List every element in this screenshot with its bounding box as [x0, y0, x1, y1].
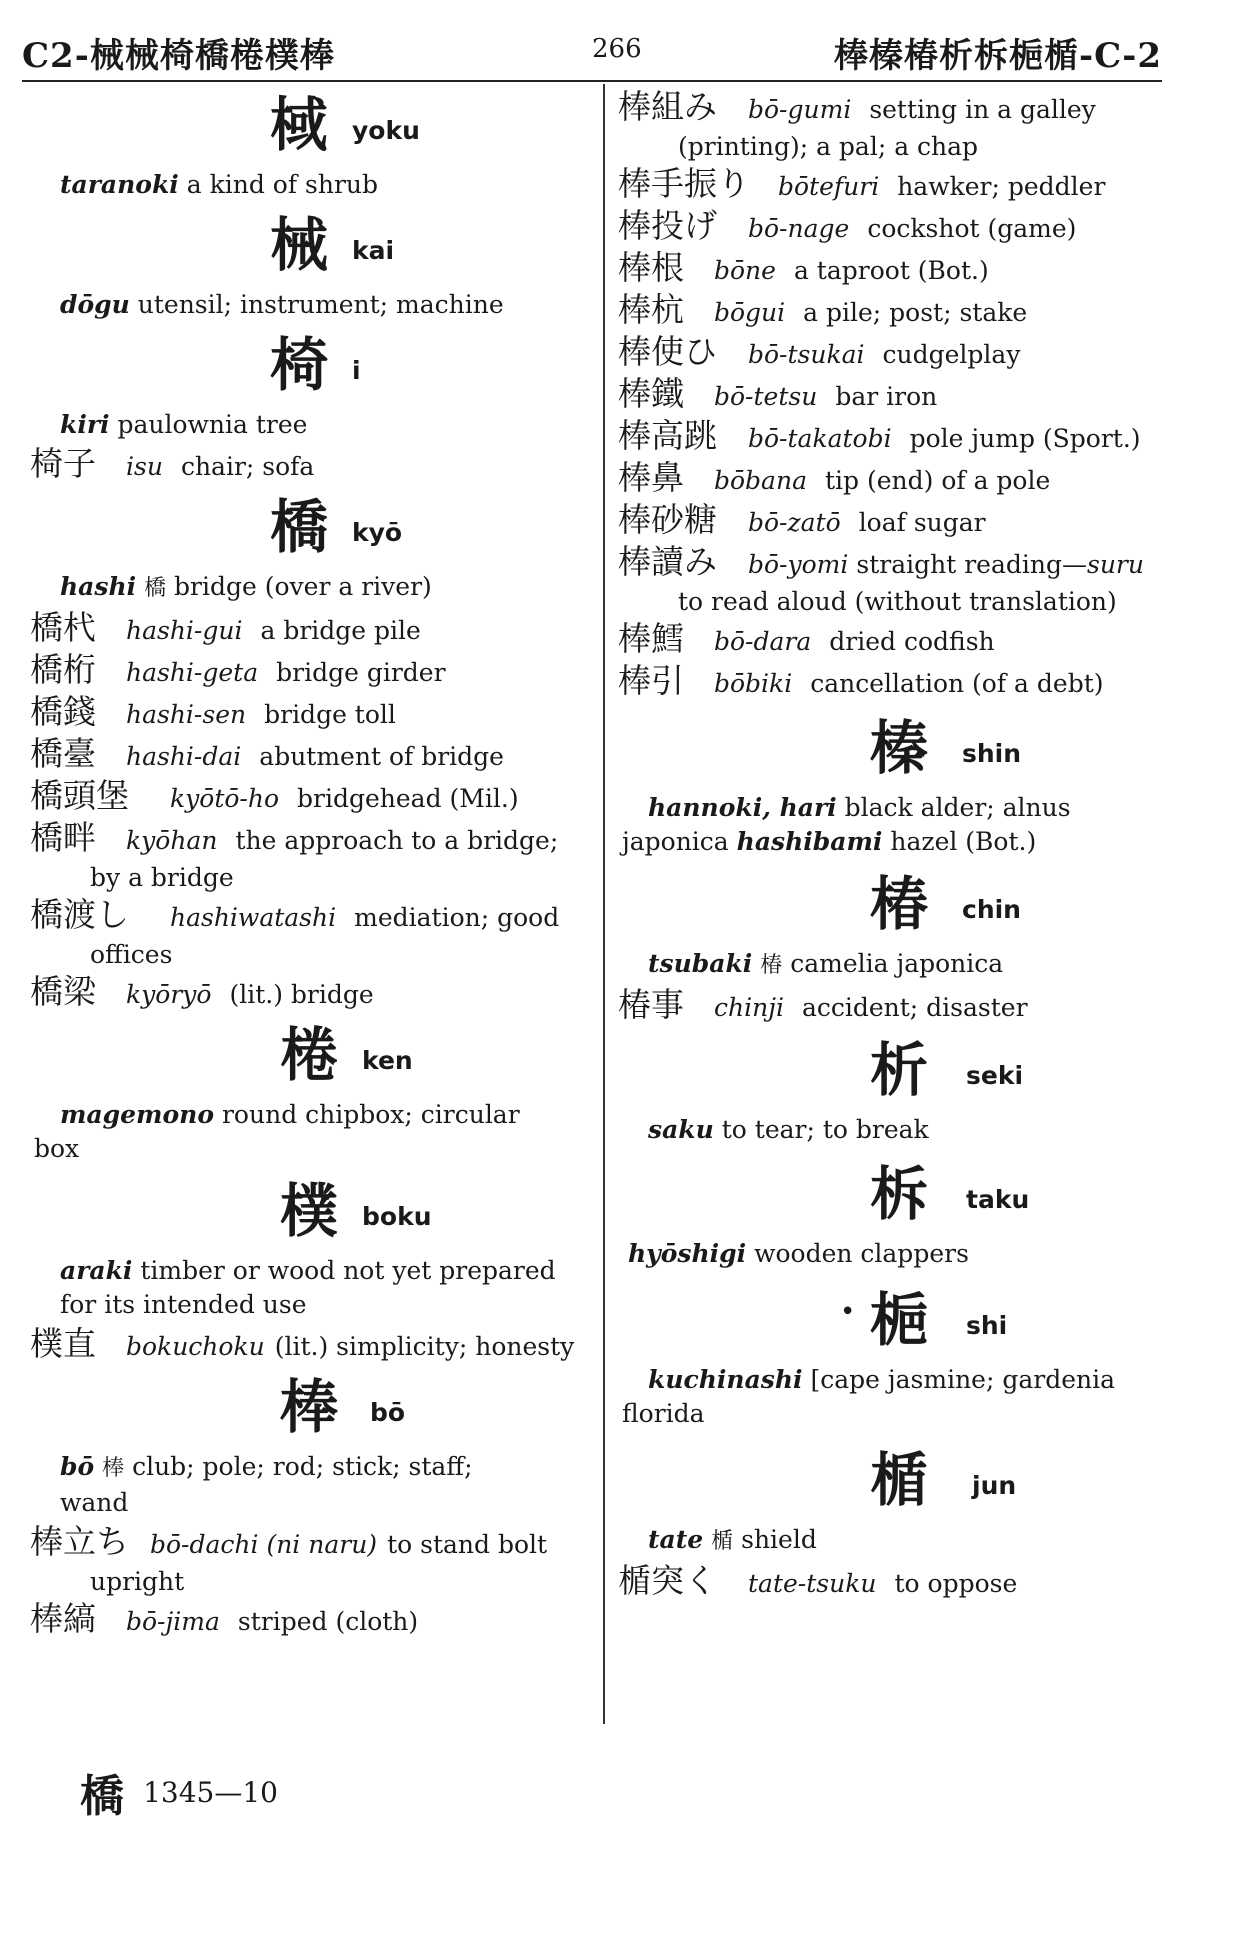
- compound-entry: 棒立ち bō-dachi (ni naru) to stand bolt: [30, 1522, 548, 1561]
- compound-entry: 棒讀み bō-yomi straight reading—suru: [618, 542, 1144, 581]
- headword-taku: [618, 1159, 1178, 1237]
- compound-entry: 棒鱈 bō-dara dried codfish: [618, 619, 995, 658]
- compound-entry: 橋桁 hashi-geta bridge girder: [30, 650, 446, 689]
- compound-entry: 棒鐵 bō-tetsu bar iron: [618, 374, 938, 413]
- headword-reading: seki: [966, 1061, 1024, 1090]
- headword-yoku: [30, 90, 590, 168]
- headword-kanji: 榛: [870, 714, 929, 782]
- header-rule: [22, 80, 1162, 82]
- compound-entry: 椿事 chinji accident; disaster: [618, 985, 1028, 1024]
- headword-reading: taku: [966, 1185, 1030, 1214]
- headword-kanji: 橋: [270, 493, 329, 561]
- definition: hyōshigi wooden clappers: [628, 1239, 969, 1268]
- headword-reading: yoku: [352, 116, 420, 145]
- right-column: [618, 87, 1178, 1606]
- compound-entry: 棒鼻 bōbana tip (end) of a pole: [618, 458, 1051, 497]
- compound-entry: 棒投げ bō-nage cockshot (game): [618, 206, 1077, 245]
- headword-kanji: 棫: [270, 91, 329, 159]
- headword-kanji: 析: [870, 1036, 929, 1104]
- definition: hashi 橋 bridge (over a river): [60, 572, 432, 601]
- entry-continuation: upright: [90, 1567, 185, 1596]
- definition: kiri paulownia tree: [60, 410, 308, 439]
- headword-reading: kyō: [352, 518, 403, 547]
- definition: tate 楯 shield: [648, 1525, 817, 1554]
- headword-reading: shi: [966, 1311, 1008, 1340]
- compound-entry: 棒杭 bōgui a pile; post; stake: [618, 290, 1028, 329]
- footer-code: 1345—10: [143, 1775, 278, 1809]
- headword-reading: bō: [370, 1398, 406, 1427]
- definition: bō 棒 club; pole; rod; stick; staff;: [60, 1452, 473, 1481]
- compound-entry: 棒高跳 bō-takatobi pole jump (Sport.): [618, 416, 1141, 455]
- compound-entry: 棒引 bōbiki cancellation (of a debt): [618, 661, 1104, 700]
- compound-entry: 棒使ひ bō-tsukai cudgelplay: [618, 332, 1021, 371]
- headword-kanji: 械: [270, 211, 329, 279]
- compound-entry: 橋臺 hashi-dai abutment of bridge: [30, 734, 504, 773]
- definition: dōgu utensil; instrument; machine: [60, 290, 504, 319]
- headword-kanji: 棬: [280, 1021, 339, 1089]
- headword-boku: [30, 1176, 590, 1254]
- headword-chin: [618, 869, 1178, 947]
- headword-reading: shin: [962, 739, 1022, 768]
- bullet-mark: •: [840, 1297, 856, 1327]
- page-header: [22, 28, 1162, 80]
- definition: tsubaki 椿 camelia japonica: [648, 949, 1004, 978]
- headword-kanji: 楯: [870, 1446, 929, 1514]
- compound-entry: 棒砂糖 bō-zatō loaf sugar: [618, 500, 986, 539]
- headword-kanji: 柝: [870, 1160, 929, 1228]
- page-footer: [80, 1760, 278, 1824]
- headword-seki: [618, 1035, 1178, 1113]
- definition: hannoki, hari black alder; alnus: [648, 793, 1071, 822]
- column-divider: [603, 84, 605, 1724]
- headword-reading: i: [352, 356, 361, 385]
- headword-reading: ken: [362, 1046, 413, 1075]
- compound-entry: 棒手振り bōtefuri hawker; peddler: [618, 164, 1106, 203]
- definition: kuchinashi [cape jasmine; gardenia: [648, 1365, 1116, 1394]
- headword-bo: [30, 1372, 590, 1450]
- headword-ken: [30, 1020, 590, 1098]
- compound-entry: 橋畔 kyōhan the approach to a bridge;: [30, 818, 559, 857]
- definition-continuation: for its intended use: [60, 1290, 307, 1319]
- compound-entry: 棒根 bōne a taproot (Bot.): [618, 248, 989, 287]
- definition: taranoki a kind of shrub: [60, 170, 379, 199]
- compound-entry: 棒縞 bō-jima striped (cloth): [30, 1599, 419, 1638]
- compound-entry: 橋錢 hashi-sen bridge toll: [30, 692, 396, 731]
- headword-kanji: 椿: [870, 870, 929, 938]
- compound-entry: 橋頭堡 kyōtō-ho bridgehead (Mil.): [30, 776, 519, 815]
- headword-reading: chin: [962, 895, 1021, 924]
- compound-entry: 橋梁 kyōryō (lit.) bridge: [30, 972, 374, 1011]
- headword-jun: [618, 1445, 1178, 1523]
- definition: magemono round chipbox; circular: [60, 1100, 520, 1129]
- headword-reading: jun: [972, 1471, 1017, 1500]
- headword-shin: [618, 713, 1178, 791]
- definition: araki timber or wood not yet prepared: [60, 1256, 556, 1285]
- definition-continuation: box: [34, 1134, 80, 1163]
- header-left-range: C2-械械椅橋棬樸棒: [22, 36, 335, 76]
- footer-kanji: 橋: [80, 1771, 124, 1822]
- headword-kanji: 椅: [270, 331, 329, 399]
- headword-kyo: [30, 492, 590, 570]
- definition-continuation: florida: [622, 1399, 705, 1428]
- headword-reading: boku: [362, 1202, 432, 1231]
- compound-entry: 橋杙 hashi-gui a bridge pile: [30, 608, 421, 647]
- entry-continuation: by a bridge: [90, 863, 234, 892]
- definition-continuation: japonica hashibami hazel (Bot.): [622, 827, 1037, 856]
- compound-entry: 椅子 isu chair; sofa: [30, 444, 315, 483]
- entry-continuation: offices: [90, 940, 173, 969]
- definition: saku to tear; to break: [648, 1115, 929, 1144]
- left-column: [30, 90, 590, 1644]
- compound-entry: 楯突く tate-tsuku to oppose: [618, 1561, 1018, 1600]
- entry-continuation: (printing); a pal; a chap: [678, 132, 979, 161]
- headword-i: [30, 330, 590, 408]
- headword-kanji: 梔: [870, 1286, 929, 1354]
- headword-kanji: 樸: [280, 1177, 339, 1245]
- page-number: 266: [592, 34, 642, 64]
- compound-entry: 棒組み bō-gumi setting in a galley: [618, 87, 1096, 126]
- headword-kai: [30, 210, 590, 288]
- headword-reading: kai: [352, 236, 395, 265]
- headword-kanji: 棒: [280, 1373, 339, 1441]
- entry-continuation: to read aloud (without translation): [678, 587, 1117, 616]
- headword-shi: [618, 1285, 1178, 1363]
- compound-entry: 橋渡し hashiwatashi mediation; good: [30, 895, 560, 934]
- header-right-range: 棒榛椿析柝梔楯-C-2: [834, 36, 1162, 76]
- compound-entry: 樸直 bokuchoku (lit.) simplicity; honesty: [30, 1324, 575, 1363]
- definition-continuation: wand: [60, 1488, 129, 1517]
